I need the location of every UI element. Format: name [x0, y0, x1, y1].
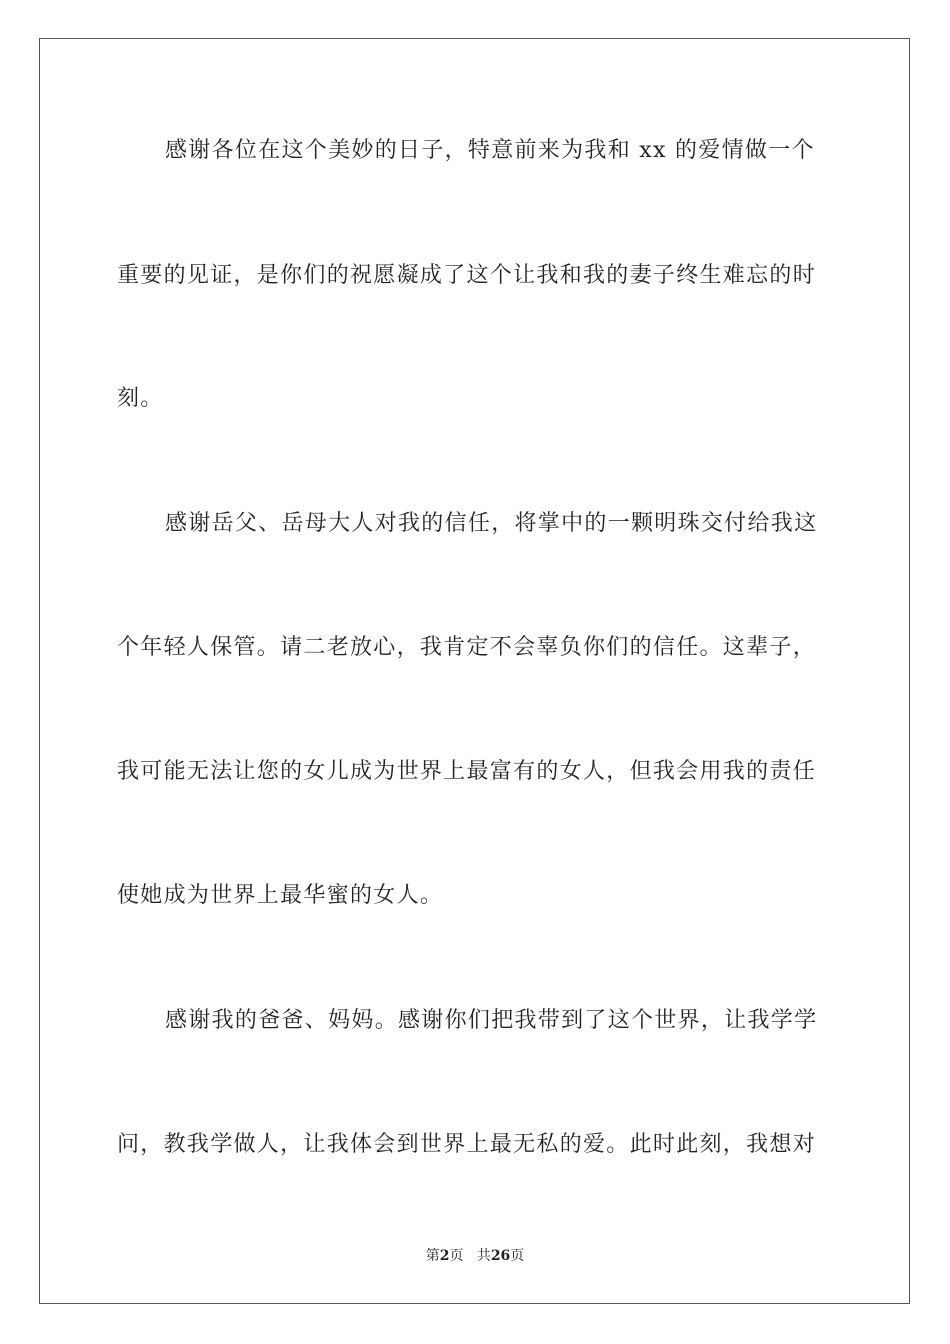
footer-page-prefix: 第 — [425, 1248, 440, 1264]
footer-total-suffix: 页 — [510, 1248, 525, 1264]
footer-page-number: 2 — [439, 1248, 450, 1264]
paragraph-line: 个年轻人保管。请二老放心，我肯定不会辜负你们的信任。这辈子， — [117, 635, 817, 660]
paragraph-line: 感谢我的爸爸、妈妈。感谢你们把我带到了这个世界，让我学学 — [165, 1008, 818, 1033]
paragraph-line: 感谢各位在这个美妙的日子，特意前来为我和 xx 的爱情做一个 — [165, 138, 815, 163]
page-border — [39, 38, 910, 1304]
footer-page-suffix: 页 — [449, 1248, 464, 1264]
paragraph-line: 我可能无法让您的女儿成为世界上最富有的女人，但我会用我的责任 — [117, 759, 817, 784]
paragraph-line: 问，教我学做人，让我体会到世界上最无私的爱。此时此刻，我想对 — [117, 1132, 817, 1157]
page-footer — [0, 1247, 950, 1265]
paragraph-line: 感谢岳父、岳母大人对我的信任，将掌中的一颗明珠交付给我这 — [165, 511, 818, 536]
paragraph-line: 使她成为世界上最华蜜的女人。 — [117, 883, 444, 908]
paragraph-line: 刻。 — [117, 386, 164, 411]
footer-total-prefix: 共 — [476, 1248, 491, 1264]
paragraph-line: 重要的见证，是你们的祝愿凝成了这个让我和我的妻子终生难忘的时 — [117, 263, 817, 288]
footer-total-pages: 26 — [490, 1248, 511, 1264]
